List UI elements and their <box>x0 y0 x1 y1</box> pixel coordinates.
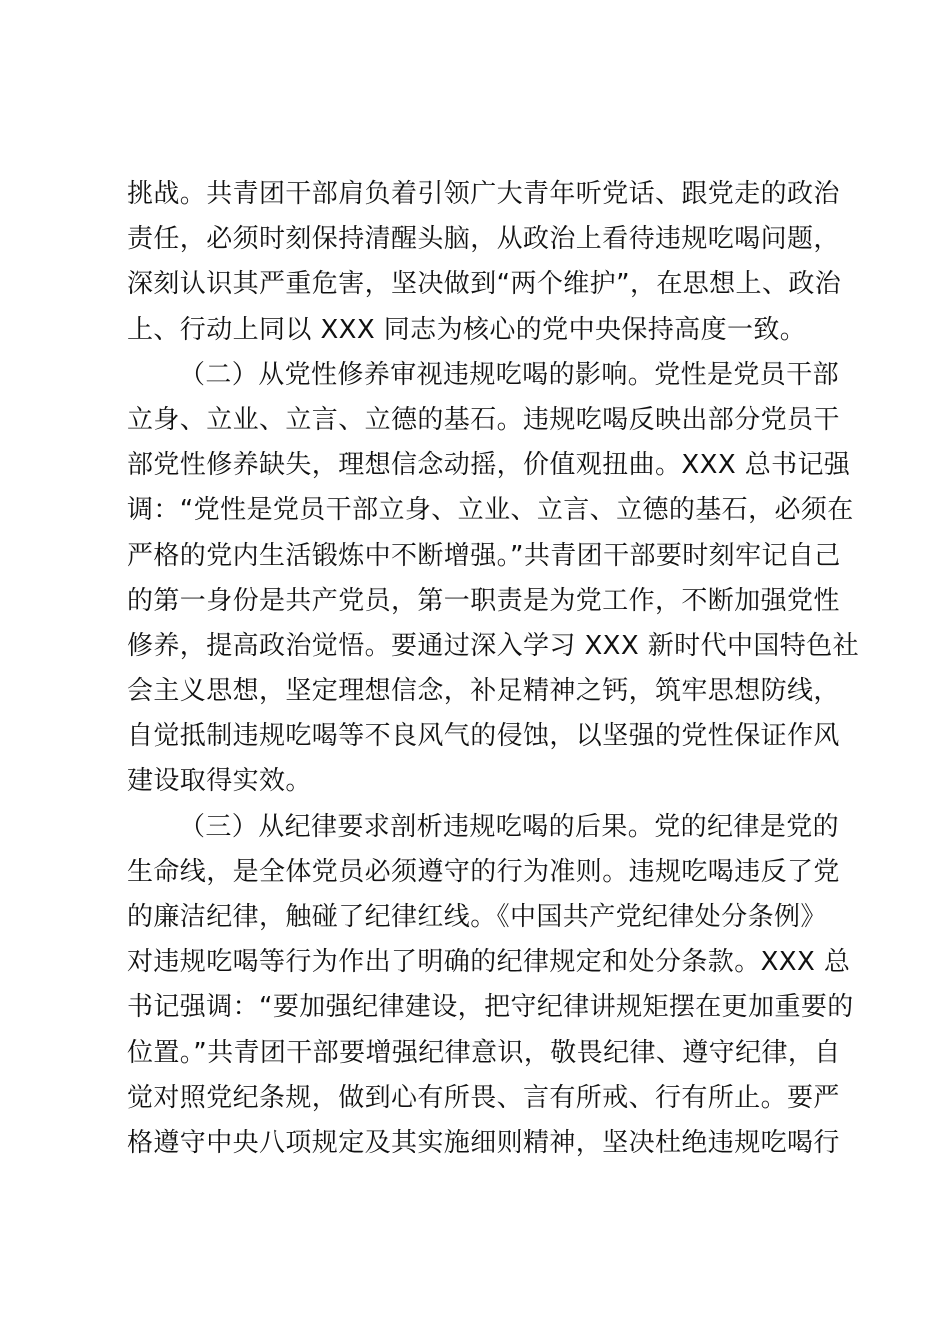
text-line: 部党性修养缺失，理想信念动摇，价值观扭曲。XXX 总书记强 <box>127 450 851 481</box>
text-line: 的第一身份是共产党员，第一职责是为党工作，不断加强党性 <box>127 585 840 616</box>
text-line: 会主义思想，坚定理想信念，补足精神之钙，筑牢思想防线， <box>127 676 840 707</box>
text-line: 对违规吃喝等行为作出了明确的纪律规定和处分条款。XXX 总 <box>127 947 851 978</box>
text-line: 严格的党内生活锻炼中不断增强。”共青团干部要时刻牢记自己 <box>127 540 841 571</box>
text-line: 位置。”共青团干部要增强纪律意识，敬畏纪律、遵守纪律，自 <box>127 1037 841 1068</box>
section-heading-line: （三）从纪律要求剖析违规吃喝的后果。党的纪律是党的 <box>179 811 840 842</box>
text-line: 调：“党性是党员干部立身、立业、立言、立德的基石，必须在 <box>127 495 854 526</box>
text-line: 格遵守中央八项规定及其实施细则精神，坚决杜绝违规吃喝行 <box>127 1127 840 1158</box>
body-text <box>127 172 859 1166</box>
text-line: 挑战。共青团干部肩负着引领广大青年听党话、跟党走的政治 <box>127 179 840 209</box>
text-line: 生命线，是全体党员必须遵守的行为准则。违规吃喝违反了党 <box>127 856 840 887</box>
text-line: 的廉洁纪律，触碰了纪律红线。《中国共产党纪律处分条例》 <box>127 902 827 932</box>
text-line: 觉对照党纪条规，做到心有所畏、言有所戒、行有所止。要严 <box>127 1082 840 1113</box>
section-heading-line: （二）从党性修养审视违规吃喝的影响。党性是党员干部 <box>179 359 840 390</box>
text-line: 建设取得实效。 <box>127 766 312 797</box>
text-line: 上、行动上同以 XXX 同志为核心的党中央保持高度一致。 <box>127 314 807 345</box>
text-line: 修养，提高政治觉悟。要通过深入学习 XXX 新时代中国特色社 <box>127 630 859 661</box>
text-line: 责任，必须时刻保持清醒头脑，从政治上看待违规吃喝问题， <box>127 224 840 255</box>
text-line: 立身、立业、立言、立德的基石。违规吃喝反映出部分党员干 <box>127 404 840 435</box>
text-line: 书记强调：“要加强纪律建设，把守纪律讲规矩摆在更加重要的 <box>127 992 854 1023</box>
text-line: 深刻认识其严重危害，坚决做到“两个维护”，在思想上、政治 <box>127 269 842 300</box>
text-line: 自觉抵制违规吃喝等不良风气的侵蚀，以坚强的党性保证作风 <box>127 721 840 752</box>
